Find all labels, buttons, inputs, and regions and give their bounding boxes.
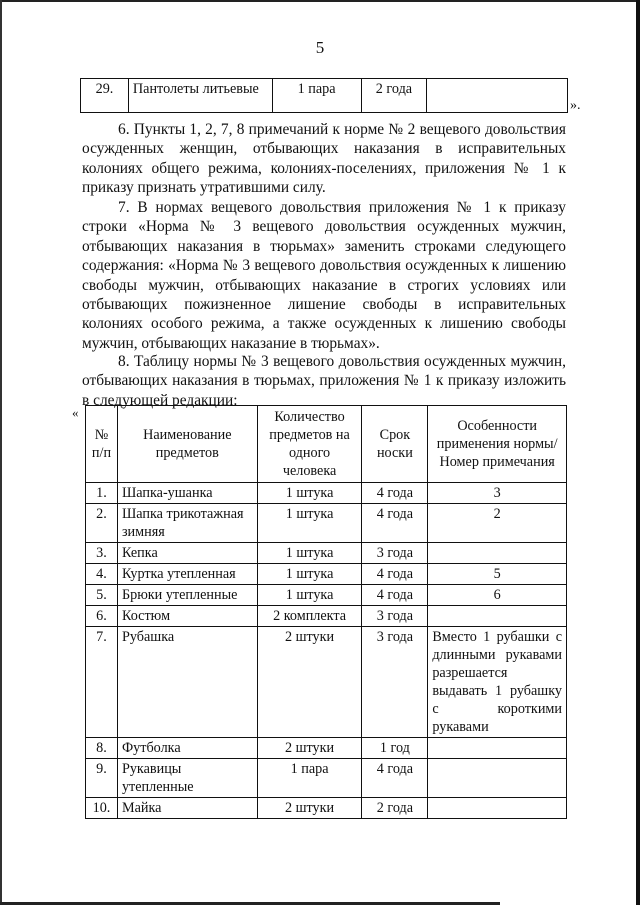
item-note: [428, 738, 567, 759]
item-term: 2 года: [361, 79, 427, 113]
item-note: [428, 798, 567, 819]
item-name: Рукавицы утепленные: [117, 759, 257, 798]
row-number: 29.: [81, 79, 129, 113]
table-row: [86, 759, 567, 798]
header-note-label: Особенности применения нормы/Номер примечания: [436, 418, 558, 470]
row-number: 3.: [86, 543, 118, 564]
page-number: 5: [315, 38, 325, 57]
item-quantity: 1 штука: [257, 564, 362, 585]
closing-quote-mark: ».: [570, 98, 581, 113]
item-note: 3: [428, 483, 567, 504]
item-term: 4 года: [362, 483, 428, 504]
paragraph-6: 6. Пункты 1, 2, 7, 8 примечаний к норме № 2 вещевого довольствия осужденных женщин, отбывающих наказания в исправительных колониях общего режима, колониях-поселениях, приложения № 1 к приказу признать утратившими силу.: [82, 121, 566, 197]
item-term: 4 года: [362, 585, 428, 606]
row-number: 7.: [86, 627, 118, 738]
header-num: [86, 406, 118, 483]
item-name: Кепка: [117, 543, 257, 564]
item-note: [427, 79, 568, 113]
header-term: [362, 406, 428, 483]
item-term: 4 года: [362, 564, 428, 585]
item-note: 5: [428, 564, 567, 585]
header-name: [117, 406, 257, 483]
table-row: [86, 738, 567, 759]
header-name-label: Наименование предметов: [143, 427, 232, 461]
item-term: 4 года: [362, 759, 428, 798]
item-name: Шапка трикотажная зимняя: [117, 504, 257, 543]
item-term: 1 год: [362, 738, 428, 759]
row-number: 6.: [86, 606, 118, 627]
row-number: 2.: [86, 504, 118, 543]
row-number: 1.: [86, 483, 118, 504]
paragraph-8: 8. Таблицу нормы № 3 вещевого довольствия осужденных мужчин, отбывающих наказания в тюрьмах, приложения № 1 к приказу изложить в следующей редакции:: [82, 353, 566, 409]
table-row: [86, 606, 567, 627]
item-quantity: 1 штука: [257, 504, 362, 543]
item-note: [428, 543, 567, 564]
item-quantity: 2 штуки: [257, 627, 362, 738]
table-row: [86, 585, 567, 606]
header-qty-label: Количество предметов на одного человека: [269, 409, 350, 479]
table-header-row: [86, 406, 567, 483]
item-quantity: 2 комплекта: [257, 606, 362, 627]
item-name: Рубашка: [117, 627, 257, 738]
scan-border-left: [0, 0, 2, 905]
row-number: 9.: [86, 759, 118, 798]
item-note: [428, 759, 567, 798]
item-name: Брюки утепленные: [117, 585, 257, 606]
item-name: Куртка утепленная: [117, 564, 257, 585]
header-note: [428, 406, 567, 483]
item-quantity: 1 пара: [272, 79, 361, 113]
opening-quote-mark: «: [72, 405, 79, 420]
item-note: 6: [428, 585, 567, 606]
item-quantity: 1 пара: [257, 759, 362, 798]
item-quantity: 1 штука: [257, 585, 362, 606]
item-note: Вместо 1 рубашки с длинными рукавами разрешается выдавать 1 рубашку с короткими рукавами: [428, 627, 567, 738]
table-row: [86, 504, 567, 543]
row-number: 5.: [86, 585, 118, 606]
item-name: Костюм: [117, 606, 257, 627]
header-num-label: № п/п: [91, 427, 112, 461]
table-row: [86, 483, 567, 504]
row-number: 4.: [86, 564, 118, 585]
norm-3-table: [85, 405, 567, 819]
item-note: 2: [428, 504, 567, 543]
item-term: 3 года: [362, 606, 428, 627]
scan-border-top: [0, 0, 640, 2]
header-term-label: Срок носки: [376, 427, 413, 461]
item-name: Футболка: [117, 738, 257, 759]
item-term: 4 года: [362, 504, 428, 543]
table-row: [86, 798, 567, 819]
header-qty: [257, 406, 362, 483]
item-term: 3 года: [362, 543, 428, 564]
item-quantity: 1 штука: [257, 543, 362, 564]
item-note: [428, 606, 567, 627]
table-row: [81, 79, 568, 113]
item-term: 3 года: [362, 627, 428, 738]
table-row: [86, 564, 567, 585]
item-name: Майка: [117, 798, 257, 819]
item-quantity: 2 штуки: [257, 738, 362, 759]
table-row: [86, 627, 567, 738]
row-number: 10.: [86, 798, 118, 819]
item-quantity: 1 штука: [257, 483, 362, 504]
scan-border-right: [636, 0, 640, 905]
item-term: 2 года: [362, 798, 428, 819]
paragraph-7: 7. В нормах вещевого довольствия приложения № 1 к приказу строки «Норма № 3 вещевого довольствия осужденных мужчин, отбывающих наказания в тюрьмах» заменить строками следующего содержания: «Норма № 3 вещевого довольствия осужденных к лишению свободы мужчин, отбывающих наказание в строгих условиях или отбывающих пожизненное лишение свободы в исправительных колониях особого режима, а также осужденных к лишению свободы мужчин, отбывающих наказание в тюрьмах».: [82, 199, 566, 352]
table-row: [86, 543, 567, 564]
row-number: 8.: [86, 738, 118, 759]
item-name: Пантолеты литьевые: [128, 79, 272, 113]
item-name: Шапка-ушанка: [117, 483, 257, 504]
continued-table: [80, 78, 568, 113]
item-quantity: 2 штуки: [257, 798, 362, 819]
